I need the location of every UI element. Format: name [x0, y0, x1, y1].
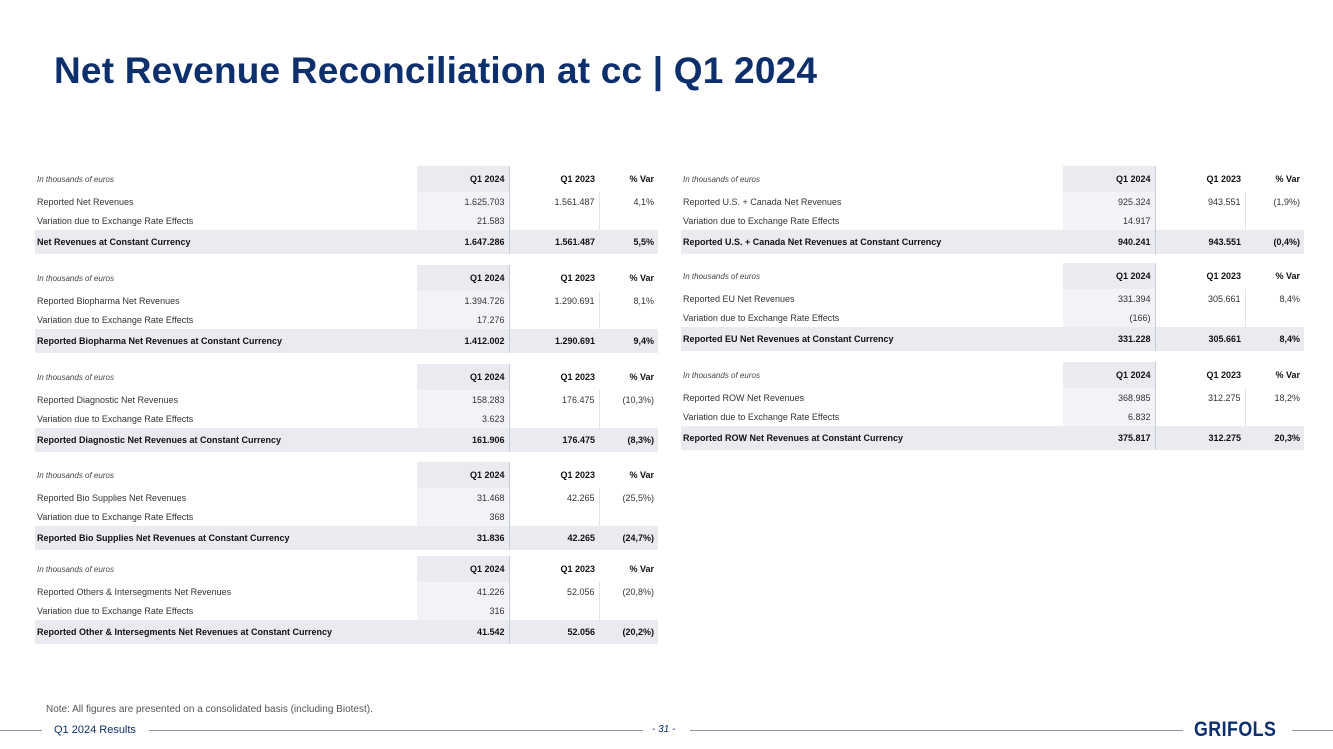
page-title: Net Revenue Reconciliation at cc | Q1 2024 — [54, 50, 818, 91]
total-label: Reported Diagnostic Net Revenues at Constant Currency — [35, 428, 417, 452]
footer-divider-middle — [149, 730, 643, 731]
total-var: (24,7%) — [599, 526, 658, 550]
col-header-q1-2024: Q1 2024 — [417, 265, 509, 291]
unit-label: In thousands of euros — [37, 470, 114, 480]
total-q1-2023: 1.561.487 — [509, 230, 599, 254]
total-q1-2023: 52.056 — [509, 620, 599, 644]
total-q1-2023: 305.661 — [1155, 327, 1245, 351]
cell-q1-2024: 14.917 — [1063, 211, 1155, 230]
cell-q1-2024: 3.623 — [417, 409, 509, 428]
cell-q1-2023 — [509, 211, 599, 230]
col-header-q1-2024: Q1 2024 — [417, 556, 509, 582]
col-header-q1-2023: Q1 2023 — [1206, 271, 1241, 281]
row-label: Variation due to Exchange Rate Effects — [37, 215, 194, 226]
cell-q1-2023 — [509, 310, 599, 329]
footer-divider-right — [690, 730, 1183, 731]
total-label: Net Revenues at Constant Currency — [35, 230, 417, 254]
col-header-var: % Var — [1275, 174, 1300, 184]
total-q1-2024: 331.228 — [1063, 327, 1155, 351]
col-header-q1-2023: Q1 2023 — [1206, 174, 1241, 184]
total-q1-2024: 31.836 — [417, 526, 509, 550]
col-header-q1-2024: Q1 2024 — [1063, 263, 1155, 289]
table-biopharma — [35, 265, 658, 353]
table-us-canada — [681, 166, 1304, 254]
cell-var: (20,8%) — [622, 586, 654, 597]
col-header-q1-2024: Q1 2024 — [417, 462, 509, 488]
cell-var — [599, 211, 658, 230]
row-label: Reported Biopharma Net Revenues — [37, 295, 180, 306]
footer-divider-end — [1292, 730, 1333, 731]
total-q1-2023: 1.290.691 — [509, 329, 599, 353]
col-header-q1-2023: Q1 2023 — [560, 372, 595, 382]
col-header-q1-2024: Q1 2024 — [417, 166, 509, 192]
total-var: 5,5% — [599, 230, 658, 254]
unit-label: In thousands of euros — [683, 174, 760, 184]
cell-q1-2024: 316 — [417, 601, 509, 620]
col-header-var: % Var — [629, 470, 654, 480]
total-label: Reported U.S. + Canada Net Revenues at Constant Currency — [681, 230, 1063, 254]
footer-report-name: Q1 2024 Results — [54, 724, 136, 736]
row-label: Variation due to Exchange Rate Effects — [37, 314, 194, 325]
cell-q1-2024: 1.394.726 — [417, 291, 509, 310]
total-q1-2023: 176.475 — [509, 428, 599, 452]
row-label: Reported U.S. + Canada Net Revenues — [683, 196, 842, 207]
total-q1-2023: 42.265 — [509, 526, 599, 550]
total-var: 8,4% — [1245, 327, 1304, 351]
col-header-var: % Var — [629, 174, 654, 184]
col-header-var: % Var — [1275, 370, 1300, 380]
row-label: Reported Net Revenues — [37, 196, 134, 207]
row-label: Reported ROW Net Revenues — [683, 392, 805, 403]
cell-var: 8,4% — [1279, 293, 1300, 304]
row-label: Reported Diagnostic Net Revenues — [37, 394, 179, 405]
cell-q1-2024: 31.468 — [417, 488, 509, 507]
table-eu — [681, 263, 1304, 351]
unit-label: In thousands of euros — [683, 370, 760, 380]
total-label: Reported EU Net Revenues at Constant Currency — [681, 327, 1063, 351]
total-q1-2024: 375.817 — [1063, 426, 1155, 450]
cell-q1-2023: 1.561.487 — [509, 192, 599, 211]
total-q1-2024: 940.241 — [1063, 230, 1155, 254]
row-label: Variation due to Exchange Rate Effects — [37, 511, 194, 522]
total-label: Reported ROW Net Revenues at Constant Currency — [681, 426, 1063, 450]
table-others-intersegments — [35, 556, 658, 644]
cell-q1-2023 — [1155, 308, 1245, 327]
col-header-var: % Var — [1275, 271, 1300, 281]
cell-q1-2023: 42.265 — [509, 488, 599, 507]
table-bio-supplies — [35, 462, 658, 550]
footnote: Note: All figures are presented on a consolidated basis (including Biotest). — [46, 704, 373, 715]
unit-label: In thousands of euros — [37, 564, 114, 574]
cell-var — [1245, 407, 1304, 426]
row-label: Variation due to Exchange Rate Effects — [683, 215, 840, 226]
total-q1-2024: 161.906 — [417, 428, 509, 452]
row-label: Variation due to Exchange Rate Effects — [37, 605, 194, 616]
total-q1-2024: 1.412.002 — [417, 329, 509, 353]
cell-q1-2024: 158.283 — [417, 390, 509, 409]
cell-q1-2023: 1.290.691 — [509, 291, 599, 310]
col-header-q1-2024: Q1 2024 — [1063, 362, 1155, 388]
cell-var: 8,1% — [633, 295, 654, 306]
table-row — [681, 362, 1304, 450]
row-label: Variation due to Exchange Rate Effects — [683, 312, 840, 323]
cell-q1-2023 — [509, 507, 599, 526]
total-q1-2023: 943.551 — [1155, 230, 1245, 254]
unit-label: In thousands of euros — [37, 174, 114, 184]
cell-q1-2024: 331.394 — [1063, 289, 1155, 308]
total-q1-2024: 1.647.286 — [417, 230, 509, 254]
col-header-q1-2024: Q1 2024 — [1063, 166, 1155, 192]
total-label: Reported Biopharma Net Revenues at Constant Currency — [35, 329, 417, 353]
total-label: Reported Bio Supplies Net Revenues at Constant Currency — [35, 526, 417, 550]
cell-var: (25,5%) — [622, 492, 654, 503]
total-q1-2023: 312.275 — [1155, 426, 1245, 450]
cell-q1-2024: 21.583 — [417, 211, 509, 230]
row-label: Variation due to Exchange Rate Effects — [683, 411, 840, 422]
table-diagnostic — [35, 364, 658, 452]
cell-q1-2024: 17.276 — [417, 310, 509, 329]
total-var: 20,3% — [1245, 426, 1304, 450]
page-number: - 31 - — [652, 724, 676, 735]
cell-var: (1,9%) — [1273, 196, 1300, 207]
cell-var — [599, 409, 658, 428]
unit-label: In thousands of euros — [37, 372, 114, 382]
cell-q1-2024: 368.985 — [1063, 388, 1155, 407]
footer-divider-left — [0, 730, 42, 731]
col-header-q1-2024: Q1 2024 — [417, 364, 509, 390]
cell-var: (10,3%) — [622, 394, 654, 405]
col-header-q1-2023: Q1 2023 — [560, 470, 595, 480]
cell-var: 4,1% — [633, 196, 654, 207]
cell-var — [599, 601, 658, 620]
total-var: (20,2%) — [599, 620, 658, 644]
cell-q1-2023: 312.275 — [1155, 388, 1245, 407]
cell-q1-2023: 52.056 — [509, 582, 599, 601]
col-header-q1-2023: Q1 2023 — [560, 174, 595, 184]
col-header-q1-2023: Q1 2023 — [1206, 370, 1241, 380]
total-var: 9,4% — [599, 329, 658, 353]
col-header-var: % Var — [629, 372, 654, 382]
grifols-logo: GRIFOLS — [1194, 718, 1277, 741]
col-header-var: % Var — [629, 273, 654, 283]
unit-label: In thousands of euros — [37, 273, 114, 283]
row-label: Reported EU Net Revenues — [683, 293, 795, 304]
cell-q1-2023 — [1155, 211, 1245, 230]
row-label: Reported Others & Intersegments Net Revenues — [37, 586, 232, 597]
cell-var — [1245, 211, 1304, 230]
total-var: (0,4%) — [1245, 230, 1304, 254]
cell-var — [599, 310, 658, 329]
row-label: Variation due to Exchange Rate Effects — [37, 413, 194, 424]
cell-q1-2023: 943.551 — [1155, 192, 1245, 211]
cell-q1-2024: 368 — [417, 507, 509, 526]
total-var: (8,3%) — [599, 428, 658, 452]
cell-var: 18,2% — [1274, 392, 1300, 403]
cell-var — [599, 507, 658, 526]
cell-q1-2024: (166) — [1063, 308, 1155, 327]
unit-label: In thousands of euros — [683, 271, 760, 281]
table-net-revenues — [35, 166, 658, 254]
row-label: Reported Bio Supplies Net Revenues — [37, 492, 187, 503]
col-header-var: % Var — [629, 564, 654, 574]
cell-q1-2024: 41.226 — [417, 582, 509, 601]
cell-q1-2023 — [509, 601, 599, 620]
cell-var — [1245, 308, 1304, 327]
cell-q1-2023: 176.475 — [509, 390, 599, 409]
cell-q1-2024: 6.832 — [1063, 407, 1155, 426]
cell-q1-2023 — [509, 409, 599, 428]
total-q1-2024: 41.542 — [417, 620, 509, 644]
cell-q1-2024: 925.324 — [1063, 192, 1155, 211]
col-header-q1-2023: Q1 2023 — [560, 564, 595, 574]
cell-q1-2023: 305.661 — [1155, 289, 1245, 308]
col-header-q1-2023: Q1 2023 — [560, 273, 595, 283]
cell-q1-2023 — [1155, 407, 1245, 426]
cell-q1-2024: 1.625.703 — [417, 192, 509, 211]
total-label: Reported Other & Intersegments Net Revenues at Constant Currency — [35, 620, 417, 644]
